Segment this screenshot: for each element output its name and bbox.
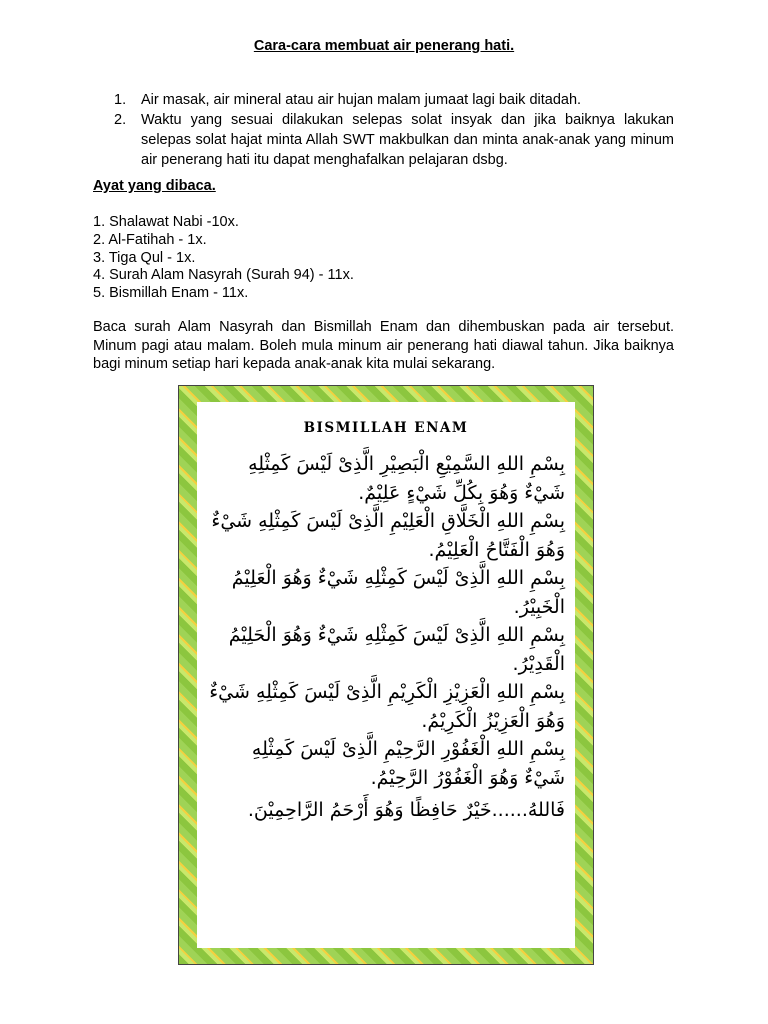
arabic-verse: بِسْمِ اللهِ السَّمِيْعِ الْبَصِيْرِ الَّذِىْ لَيْسَ كَمِثْلِهِ شَيْءٌ وَهُوَ بِكُلِّ شَيْءٍ عَلِيْمٌ. — [248, 453, 565, 504]
reading-item: 1. Shalawat Nabi -10x. — [93, 214, 239, 230]
bismillah-enam-card — [178, 385, 594, 965]
arabic-verse: بِسْمِ اللهِ الَّذِىْ لَيْسَ كَمِثْلِهِ شَيْءٌ وَهُوَ الْحَلِيْمُ الْقَدِيْرُ. — [228, 624, 565, 675]
closing-paragraph: Baca surah Alam Nasyrah dan Bismillah Enam dan dihembuskan pada air tersebut. Minum pagi atau malam. Boleh mula minum air penerang hati diawal tahun. Jika baiknya bagi minum setiap hari kepada anak-anak kita mulai sekarang. — [93, 319, 674, 372]
readings-list — [93, 214, 354, 303]
arabic-verse: بِسْمِ اللهِ الْخَلَّاقِ الْعَلِيْمِ الَّذِىْ لَيْسَ كَمِثْلِهِ شَيْءٌ وَهُوَ الْفَتَّاحُ الْعَلِيْمُ. — [211, 510, 565, 561]
card-title: BISMILLAH ENAM — [303, 420, 469, 436]
section-heading: Ayat yang dibaca. — [93, 178, 216, 194]
page-title: Cara-cara membuat air penerang hati. — [253, 38, 515, 54]
step-item — [114, 110, 674, 170]
card-content — [197, 402, 575, 948]
step-number: 2. — [114, 112, 127, 128]
arabic-verse: بِسْمِ اللهِ الْعَزِيْزِ الْكَرِيْمِ الَّذِىْ لَيْسَ كَمِثْلِهِ شَيْءٌ وَهُوَ الْعَزِيْزُ الْكَرِيْمُ. — [209, 681, 565, 732]
steps-list — [114, 90, 674, 170]
step-text: Air masak, air mineral atau air hujan malam jumaat lagi baik ditadah. — [141, 92, 582, 108]
reading-item: 3. Tiga Qul - 1x. — [93, 249, 196, 266]
arabic-closing-verse: فَاللهُ......خَيْرٌ حَافِظًا وَهُوَ أَرْحَمُ الرَّاحِمِيْنَ. — [247, 799, 565, 821]
arabic-verse: بِسْمِ اللهِ الْغَفُوْرِ الرَّحِيْمِ الَّذِىْ لَيْسَ كَمِثْلِهِ شَيْءٌ وَهُوَ الْغَفُوْرُ الرَّحِيْمُ. — [251, 738, 565, 789]
reading-item: 2. Al-Fatihah - 1x. — [93, 231, 207, 248]
arabic-verse: بِسْمِ اللهِ الَّذِىْ لَيْسَ كَمِثْلِهِ شَيْءٌ وَهُوَ الْعَلِيْمُ الْخَبِيْرُ. — [231, 567, 565, 618]
step-number: 1. — [114, 92, 127, 108]
reading-item: 4. Surah Alam Nasyrah (Surah 94) - 11x. — [93, 267, 354, 284]
step-item — [114, 90, 674, 110]
step-text: Waktu yang sesuai dilakukan selepas solat insyak dan jika baiknya lakukan selepas solat hajat minta Allah SWT makbulkan dan minta anak-anak yang minum air penerang hati itu dapat menghafalkan pelajaran dsbg. — [141, 112, 674, 168]
reading-item: 5. Bismillah Enam - 11x. — [93, 285, 249, 302]
arabic-verses — [209, 450, 565, 825]
